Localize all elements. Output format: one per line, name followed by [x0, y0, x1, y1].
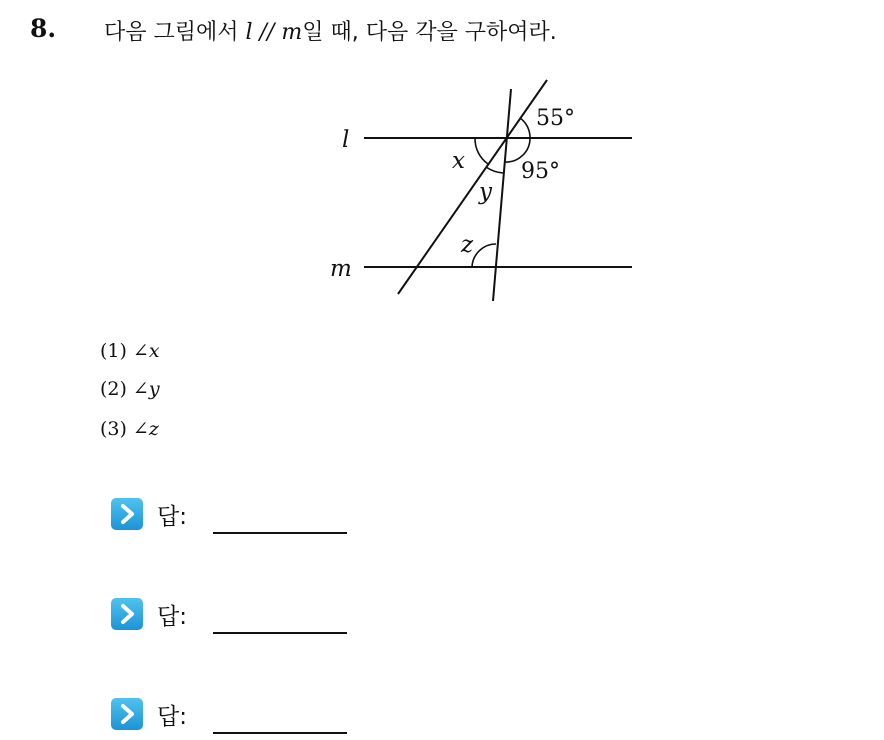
answer-label: 답:: [157, 604, 187, 630]
subquestion-angle: ∠y: [132, 378, 160, 400]
label-y: y: [479, 179, 492, 205]
arc-z: [472, 244, 496, 267]
answer-row-1: [111, 498, 371, 538]
var-m: m: [281, 20, 303, 45]
label-z: z: [461, 232, 474, 258]
answer-blank[interactable]: [213, 532, 347, 534]
label-55: 55°: [536, 106, 575, 131]
question-text: [104, 15, 557, 46]
label-line-l: l: [342, 127, 350, 153]
arc-55: [520, 118, 530, 138]
question-text-before: 다음 그림에서: [104, 20, 246, 45]
subquestion-angle: ∠x: [132, 340, 160, 362]
answer-blank[interactable]: [213, 632, 347, 634]
label-95: 95°: [521, 159, 560, 184]
subquestion-3: [100, 418, 159, 440]
answer-label: 답:: [157, 704, 187, 730]
subquestion-number: (3): [100, 418, 127, 440]
geometry-figure: [320, 70, 640, 310]
subquestion-angle: ∠z: [132, 418, 159, 440]
parallel-symbol: //: [252, 20, 282, 45]
chevron-right-icon: [111, 698, 143, 730]
arc-x: [475, 138, 488, 164]
var-l: l: [245, 20, 253, 45]
question-number: 8.: [30, 14, 57, 43]
chevron-right-icon: [111, 598, 143, 630]
subquestion-1: [100, 340, 160, 362]
label-line-m: m: [330, 256, 352, 282]
answer-label: 답:: [157, 504, 187, 530]
subquestion-2: [100, 378, 160, 400]
arc-y: [486, 167, 503, 173]
question-text-after: 일 때, 다음 각을 구하여라.: [302, 20, 557, 45]
answer-blank[interactable]: [213, 732, 347, 734]
chevron-right-icon: [111, 498, 143, 530]
label-x: x: [452, 148, 465, 174]
answer-row-2: [111, 598, 371, 638]
transversal-b: [493, 89, 511, 301]
subquestion-number: (2): [100, 378, 127, 400]
answer-row-3: [111, 698, 371, 738]
subquestion-number: (1): [100, 340, 127, 362]
